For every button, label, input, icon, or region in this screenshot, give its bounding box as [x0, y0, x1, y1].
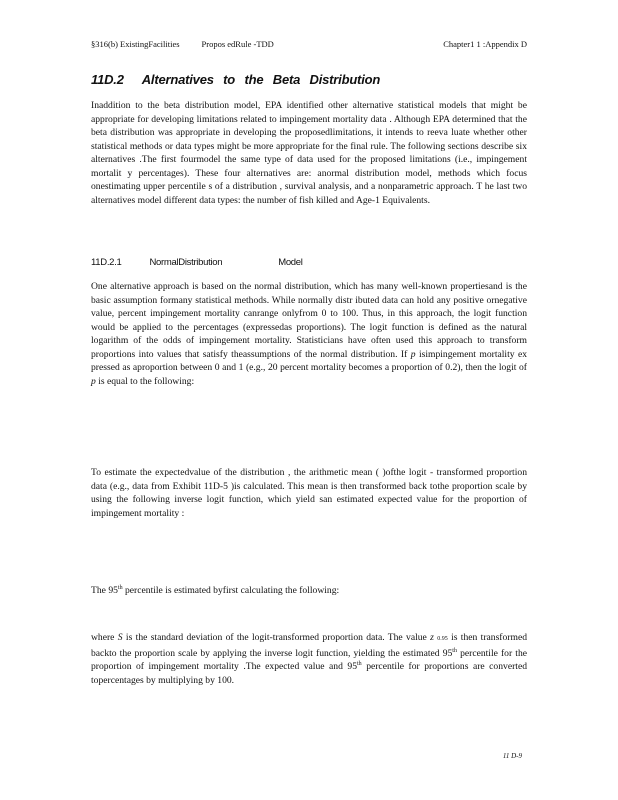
paragraph-5-text-a: where	[91, 632, 115, 643]
section-number: 11D.2	[91, 72, 124, 87]
page-number: 11 D-9	[502, 752, 522, 760]
equation-inverse-logit-placeholder	[91, 540, 527, 576]
subsection-title-model: Model	[278, 257, 303, 268]
paragraph-alternatives-intro: Inaddition to the beta distribution model, EPA identified other alternative statistical models that might be appropriate for developing limitations related to impingement mortality data . Although EPA determined that the beta distribution was appropriate in developing the proposedlimitations, it intends to reeva luate whether other statistical methods or data types might be more appropriate for the final rule. The following sections describe six alternatives .The first fourmodel the same type of data used for the proposed limitations (i.e., impingement mortalit y percentages). These four alternatives are: anormal distribution model, methods which focus onestimating upper percentile s of a distribution , survival analysis, and a nonparametric approach. T he last two alternatives model different data types: the number of fish killed and Age-1 Equivalents.	[91, 100, 527, 206]
subsection-number: 11D.2.1	[91, 257, 122, 268]
variable-z: z	[430, 632, 434, 643]
paragraph-2-text-a: One alternative approach is based on the normal distribution, which has many well-known propertiesand is the basic assumption formany statistical methods. While normally distr ibuted data can hold any positive ornegative value, percent impingement mortality canrange onlyfrom 0 to 100. Thus, in this approach, the logit function would be applied to the percentages (expressedas proportions). The logit function is defined as the natural logarithm of the odds of impingement mortality. Statisticians have often used this approach to transform proportions into values that satisfy theassumptions of the normal distribution. If	[91, 281, 527, 360]
paragraph-2-text-b: isimpingement mortality ex pressed as aproportion between 0 and 1 (e.g., 20 percent mortality becomes a proportion of 0.2), then the logit of	[91, 348, 528, 373]
paragraph-5-text-e: percentile for proportions are converted topercentages by multiplying by 100.	[91, 661, 527, 686]
subscript-095: 0.95	[437, 636, 448, 642]
paragraph-expected-value: To estimate the expectedvalue of the distribution , the arithmetic mean ( )ofthe logit - transformed proportion data (e.g., data from Exhibit 11D-5 )is calculated. This mean is then transformed back tothe proportion scale by using the following inverse logit function, which yield san estimated expected value for the proportion of impingement mortality :	[91, 467, 527, 519]
paragraph-4-text-a: The 95	[91, 585, 118, 596]
equation-logit-placeholder	[91, 428, 527, 460]
header-rule-citation: §316(b) ExistingFacilities	[91, 39, 180, 49]
variable-s: S	[117, 632, 123, 643]
paragraph-5-text-d: percentile for the proportion of impingement mortality .The expected value and 95	[91, 647, 527, 672]
variable-p: p	[410, 348, 416, 360]
section-title: Alternatives to the Beta Distribution	[141, 72, 381, 87]
running-header-chapter: Chapter1 1 :Appendix D	[443, 39, 527, 49]
superscript-th-1: th	[452, 647, 457, 654]
paragraph-standard-deviation	[91, 631, 527, 687]
paragraph-95th-percentile	[91, 584, 527, 598]
paragraph-5-text-c: is then transformed backto the proportion scale by applying the inverse logit function, yielding the estimated 95	[91, 632, 528, 659]
running-header-left	[91, 39, 274, 49]
subsection-title: NormalDistribution	[149, 257, 223, 268]
superscript-th: th	[117, 584, 123, 591]
paragraph-2-text-c: is equal to the following:	[98, 375, 195, 387]
subsection-heading	[91, 257, 303, 268]
superscript-th-2: th	[357, 660, 362, 667]
section-heading	[91, 72, 380, 87]
variable-p-2: p	[91, 375, 96, 387]
header-document-title: Propos edRule -TDD	[201, 39, 274, 49]
paragraph-5-text-b: is the standard deviation of the logit-transformed proportion data. The value	[125, 632, 427, 643]
equation-percentile-placeholder	[91, 602, 527, 626]
paragraph-4-text-b: percentile is estimated byfirst calculating the following:	[125, 585, 340, 596]
paragraph-normal-distribution	[91, 280, 527, 388]
